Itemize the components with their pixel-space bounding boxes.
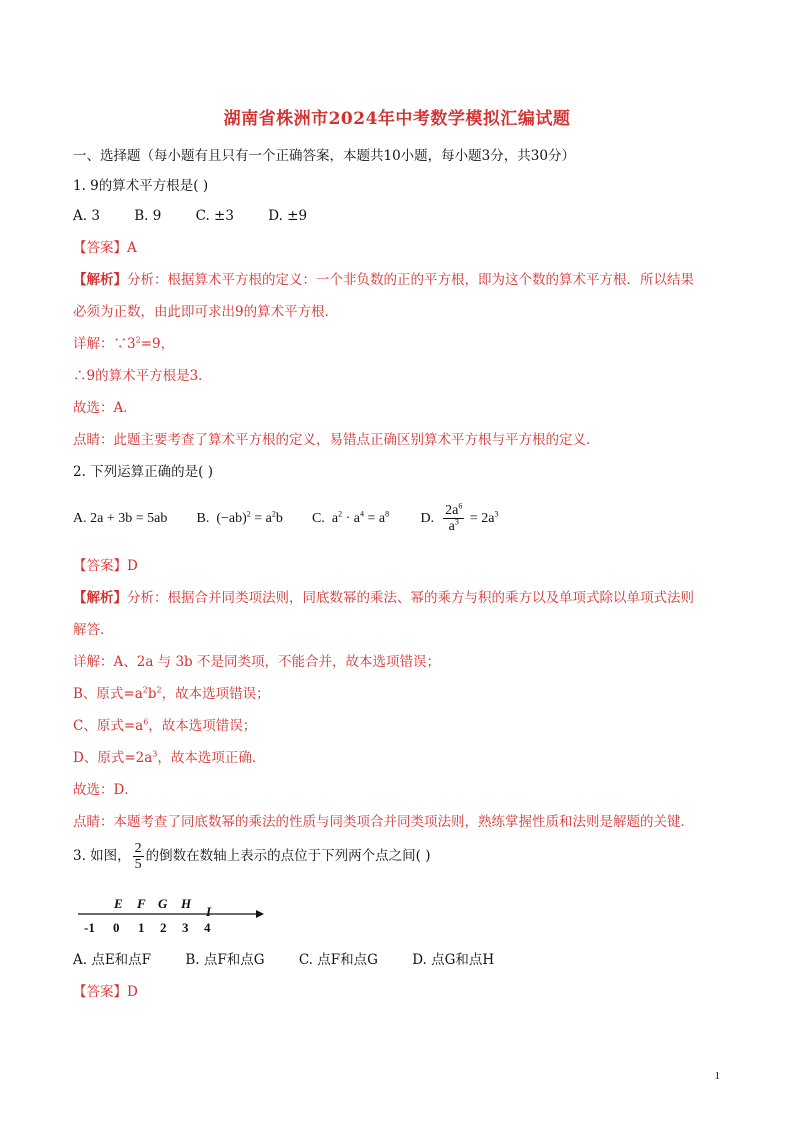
- q3-option-a: A. 点E和点F: [73, 952, 152, 968]
- q3-option-c: C. 点F和点G: [298, 952, 378, 968]
- q3-option-d: D. 点G和点H: [412, 952, 495, 968]
- q1-detail: [73, 334, 723, 354]
- q2-choice: 故选：D．: [73, 782, 138, 798]
- q3-option-b: B. 点F和点G: [185, 952, 265, 968]
- point-label-h: H: [181, 896, 192, 911]
- q2-analysis-tag: 【解析】: [73, 590, 127, 606]
- tick-label-1: 1: [138, 920, 145, 935]
- q1-analysis-line1: [73, 270, 723, 290]
- q2-analysis-line1: [73, 588, 723, 608]
- tick-label-0: 0: [113, 920, 120, 935]
- q2-analysis-text1: 分析：根据合并同类项法则，同底数幂的乘法、幂的乘方与积的乘方以及单项式除以单项式法则: [127, 590, 694, 606]
- q2-stem: 2. 下列运算正确的是( ): [73, 464, 213, 480]
- q3-options: [73, 950, 723, 970]
- q2-options: [73, 502, 723, 536]
- q2-note: 点睛：本题考查了同底数幂的乘法的性质与同类项合并同类项法则，熟练掌握性质和法则是解题的关键．: [73, 814, 694, 830]
- q2-detail-b: B、原式$=a^2b^2$，故本选项错误；: [73, 685, 270, 702]
- q1-therefore: ∴9的算术平方根是3．: [73, 368, 212, 384]
- q1-analysis-text1: 分析：根据算术平方根的定义：一个非负数的正的平方根，即为这个数的算术平方根．所以结果: [127, 272, 694, 288]
- q2-option-c: C. $a^2 \cdot a^4 = a^8$: [312, 509, 390, 526]
- point-label-f: F: [137, 896, 146, 911]
- tick-label-neg1: -1: [84, 920, 95, 935]
- number-line-figure: [78, 890, 278, 936]
- q2-option-d-fraction: $\frac{2a^6}{a^3}$: [445, 501, 463, 535]
- q1-analysis-line2: 必须为正数，由此即可求出9的算术平方根．: [73, 304, 339, 320]
- arrow-right-icon: [256, 910, 264, 918]
- q1-option-c: C. ±3: [195, 208, 234, 224]
- point-label-g: G: [158, 896, 168, 911]
- q1-detail-exponent: 2: [135, 335, 141, 345]
- q2-option-b: B. $(-ab)^2 = a^2b$: [196, 509, 283, 526]
- q1-option-a: A. 3: [73, 208, 100, 224]
- q2-option-d: D. $\frac{2a^6}{a^3}$ = $2a^3$: [420, 501, 499, 535]
- q2-option-a: A. 2a + 3b = 5ab: [73, 511, 168, 526]
- section-heading: 一、选择题（每小题有且只有一个正确答案，本题共10小题，每小题3分，共30分）: [73, 148, 575, 164]
- q1-detail-suffix: =9，: [140, 336, 175, 352]
- q1-note: 点睛：此题主要考查了算术平方根的定义，易错点正确区别算术平方根与平方根的定义．: [73, 432, 600, 448]
- q1-options: [73, 206, 723, 226]
- tick-label-4: 4: [204, 920, 211, 935]
- q2-analysis-line2: 解答．: [73, 622, 114, 638]
- q1-option-b: B. 9: [134, 208, 162, 224]
- tick-label-2: 2: [160, 920, 167, 935]
- q3-stem: 3. 如图， $\frac{2}{5}$ 的倒数在数轴上表示的点位于下列两个点之间( ): [73, 841, 431, 872]
- point-label-i: I: [206, 904, 212, 919]
- q2-detail-d: D、原式$=2a^3$，故本选项正确．: [73, 749, 266, 766]
- document-title: 湖南省株洲市2024年中考数学模拟汇编试题: [223, 109, 571, 129]
- q1-option-d: D. ±9: [268, 208, 308, 224]
- q2-detail-a: 详解：A、2a 与 3b 不是同类项，不能合并，故本选项错误；: [73, 654, 440, 670]
- q1-detail-prefix: 详解：∵3: [73, 336, 136, 352]
- q2-answer: 【答案】D: [73, 558, 138, 574]
- tick-label-3: 3: [182, 920, 189, 935]
- point-label-e: E: [114, 896, 123, 911]
- q1-choice: 故选：A．: [73, 400, 137, 416]
- q1-analysis-tag: 【解析】: [73, 272, 127, 288]
- q1-stem: 1. 9的算术平方根是( ): [73, 178, 209, 194]
- q3-fraction: $\frac{2}{5}$: [134, 841, 142, 872]
- page-number: 1: [714, 1070, 720, 1082]
- q2-detail-c: C、原式$=a^6$，故本选项错误；: [73, 717, 257, 734]
- q3-answer: 【答案】D: [73, 984, 138, 1000]
- q1-answer: 【答案】A: [73, 240, 137, 256]
